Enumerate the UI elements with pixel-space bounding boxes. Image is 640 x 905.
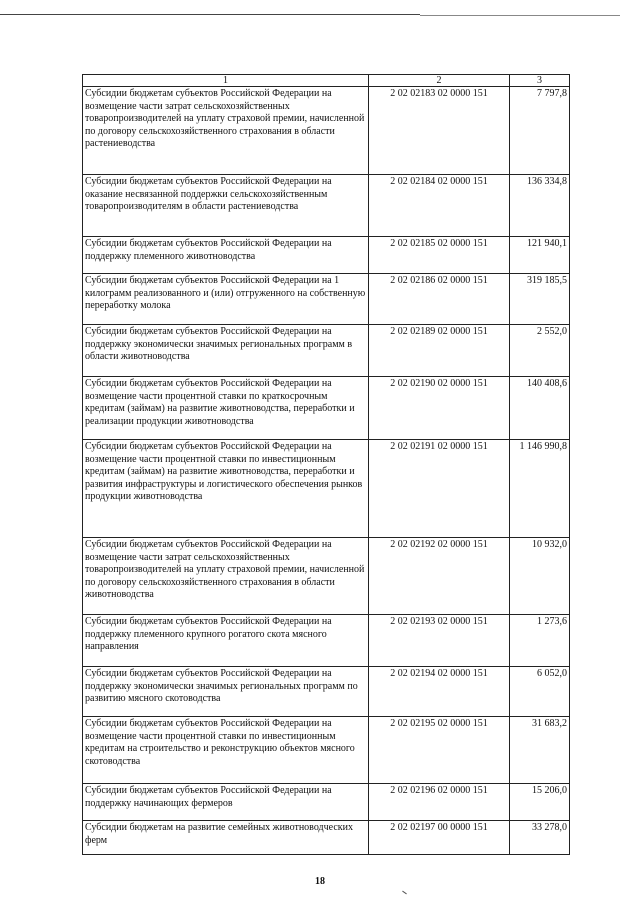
budget-classification-code: 2 02 02185 02 0000 151 bbox=[369, 237, 510, 274]
budget-classification-code: 2 02 02192 02 0000 151 bbox=[369, 538, 510, 615]
budget-classification-code: 2 02 02189 02 0000 151 bbox=[369, 325, 510, 377]
table-row bbox=[83, 717, 570, 784]
table-row bbox=[83, 87, 570, 175]
column-header-2: 2 bbox=[369, 75, 510, 87]
table-row bbox=[83, 615, 570, 667]
table-row bbox=[83, 784, 570, 821]
subsidy-description: Субсидии бюджетам субъектов Российской Федерации на поддержку экономически значимых региональных программ по развитию мясного скотоводства bbox=[83, 667, 369, 717]
page-number: 18 bbox=[315, 876, 325, 887]
amount: 15 206,0 bbox=[510, 784, 570, 821]
column-header-1: 1 bbox=[83, 75, 369, 87]
amount: 1 146 990,8 bbox=[510, 440, 570, 538]
budget-classification-code: 2 02 02183 02 0000 151 bbox=[369, 87, 510, 175]
amount: 10 932,0 bbox=[510, 538, 570, 615]
amount: 6 052,0 bbox=[510, 667, 570, 717]
subsidy-description: Субсидии бюджетам субъектов Российской Федерации на возмещение части процентной ставки по инвестиционным кредитам на строительство и реконструкцию объектов мясного скотоводства bbox=[83, 717, 369, 784]
table-row bbox=[83, 667, 570, 717]
top-border-line bbox=[0, 14, 420, 15]
subsidy-description: Субсидии бюджетам субъектов Российской Федерации на поддержку племенного животноводства bbox=[83, 237, 369, 274]
budget-classification-code: 2 02 02196 02 0000 151 bbox=[369, 784, 510, 821]
amount: 136 334,8 bbox=[510, 175, 570, 237]
amount: 121 940,1 bbox=[510, 237, 570, 274]
budget-classification-code: 2 02 02197 00 0000 151 bbox=[369, 821, 510, 855]
table-row bbox=[83, 377, 570, 440]
budget-classification-code: 2 02 02184 02 0000 151 bbox=[369, 175, 510, 237]
table-row bbox=[83, 440, 570, 538]
subsidy-description: Субсидии бюджетам субъектов Российской Федерации на 1 килограмм реализованного и (или) отгруженного на собственную переработку молока bbox=[83, 274, 369, 325]
table-row bbox=[83, 325, 570, 377]
budget-classification-code: 2 02 02195 02 0000 151 bbox=[369, 717, 510, 784]
table-row bbox=[83, 274, 570, 325]
table-row bbox=[83, 821, 570, 855]
scan-mark bbox=[402, 891, 407, 895]
table-row bbox=[83, 175, 570, 237]
column-header-3: 3 bbox=[510, 75, 570, 87]
table-header-row bbox=[83, 75, 570, 87]
amount: 33 278,0 bbox=[510, 821, 570, 855]
budget-classification-code: 2 02 02193 02 0000 151 bbox=[369, 615, 510, 667]
table-row bbox=[83, 538, 570, 615]
subsidy-description: Субсидии бюджетам на развитие семейных животноводческих ферм bbox=[83, 821, 369, 855]
subsidy-description: Субсидии бюджетам субъектов Российской Федерации на возмещение части затрат сельскохозяйственных товаропроизводителей на уплату страховой премии, начисленной по договору сельскохозяйственного страхования в области животноводства bbox=[83, 538, 369, 615]
budget-classification-code: 2 02 02186 02 0000 151 bbox=[369, 274, 510, 325]
table-body bbox=[83, 87, 570, 855]
budget-classification-code: 2 02 02194 02 0000 151 bbox=[369, 667, 510, 717]
amount: 140 408,6 bbox=[510, 377, 570, 440]
subsidy-description: Субсидии бюджетам субъектов Российской Федерации на поддержку племенного крупного рогатого скота мясного направления bbox=[83, 615, 369, 667]
budget-classification-code: 2 02 02191 02 0000 151 bbox=[369, 440, 510, 538]
amount: 319 185,5 bbox=[510, 274, 570, 325]
subsidy-description: Субсидии бюджетам субъектов Российской Федерации на оказание несвязанной поддержки сельскохозяйственным товаропроизводителям в области растениеводства bbox=[83, 175, 369, 237]
table-row bbox=[83, 237, 570, 274]
subsidy-description: Субсидии бюджетам субъектов Российской Федерации на возмещение части затрат сельскохозяйственных товаропроизводителей на уплату страховой премии, начисленной по договору сельскохозяйственного страхования в области растениеводства bbox=[83, 87, 369, 175]
subsidy-description: Субсидии бюджетам субъектов Российской Федерации на возмещение части процентной ставки по краткосрочным кредитам (займам) на развитие животноводства, переработки и реализации продукции животноводства bbox=[83, 377, 369, 440]
subsidy-description: Субсидии бюджетам субъектов Российской Федерации на возмещение части процентной ставки по инвестиционным кредитам (займам) на развитие животноводства, переработки и развития инфраструктуры и логистического обеспечения рынков продукции животноводства bbox=[83, 440, 369, 538]
subsidy-description: Субсидии бюджетам субъектов Российской Федерации на поддержку экономически значимых региональных программ в области животноводства bbox=[83, 325, 369, 377]
top-border-line-faint bbox=[420, 15, 620, 16]
amount: 1 273,6 bbox=[510, 615, 570, 667]
amount: 7 797,8 bbox=[510, 87, 570, 175]
subsidy-description: Субсидии бюджетам субъектов Российской Федерации на поддержку начинающих фермеров bbox=[83, 784, 369, 821]
subsidies-table bbox=[82, 74, 570, 855]
amount: 31 683,2 bbox=[510, 717, 570, 784]
budget-classification-code: 2 02 02190 02 0000 151 bbox=[369, 377, 510, 440]
amount: 2 552,0 bbox=[510, 325, 570, 377]
